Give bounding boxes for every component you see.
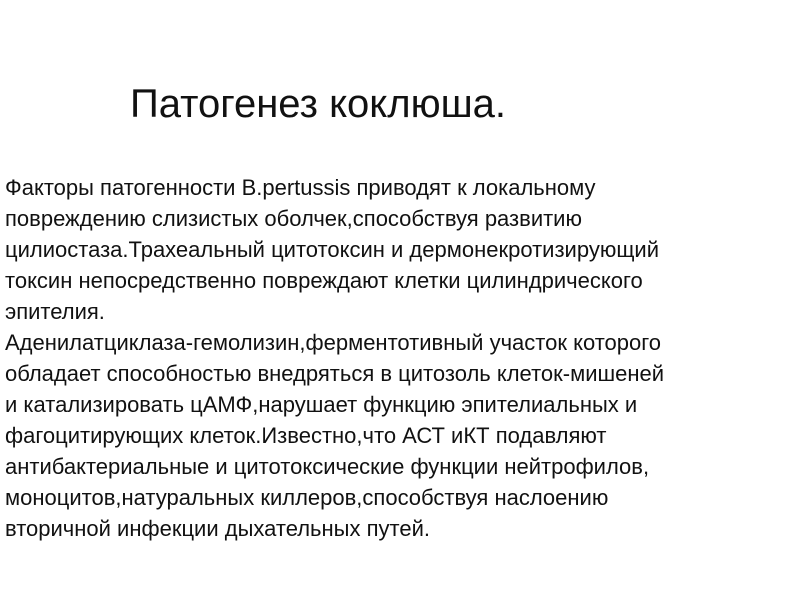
body-line: антибактериальные и цитотоксические функции нейтрофилов, <box>5 454 650 479</box>
body-line: Аденилатциклаза-гемолизин,ферментотивный участок которого <box>5 330 662 355</box>
body-line: моноцитов,натуральных киллеров,способствуя наслоению <box>5 485 609 510</box>
body-line: Факторы патогенности B.pertussis приводят к локальному <box>5 175 596 200</box>
body-line: и катализировать цАМФ,нарушает функцию эпителиальных и <box>5 392 638 417</box>
slide-title: Патогенез коклюша. <box>130 82 507 126</box>
body-line: вторичной инфекции дыхательных путей. <box>5 516 430 541</box>
body-line: цилиостаза.Трахеальный цитотоксин и дермонекротизирующий <box>5 237 659 262</box>
body-line: фагоцитирующих клеток.Известно,что АСТ иКТ подавляют <box>5 423 607 448</box>
body-line: обладает способностью внедряться в цитозоль клеток-мишеней <box>5 361 665 386</box>
slide-body <box>5 172 795 544</box>
body-line: токсин непосредственно повреждают клетки цилиндрического <box>5 268 643 293</box>
body-line: эпителия. <box>5 299 105 324</box>
body-line: повреждению слизистых оболчек,способствуя развитию <box>5 206 582 231</box>
